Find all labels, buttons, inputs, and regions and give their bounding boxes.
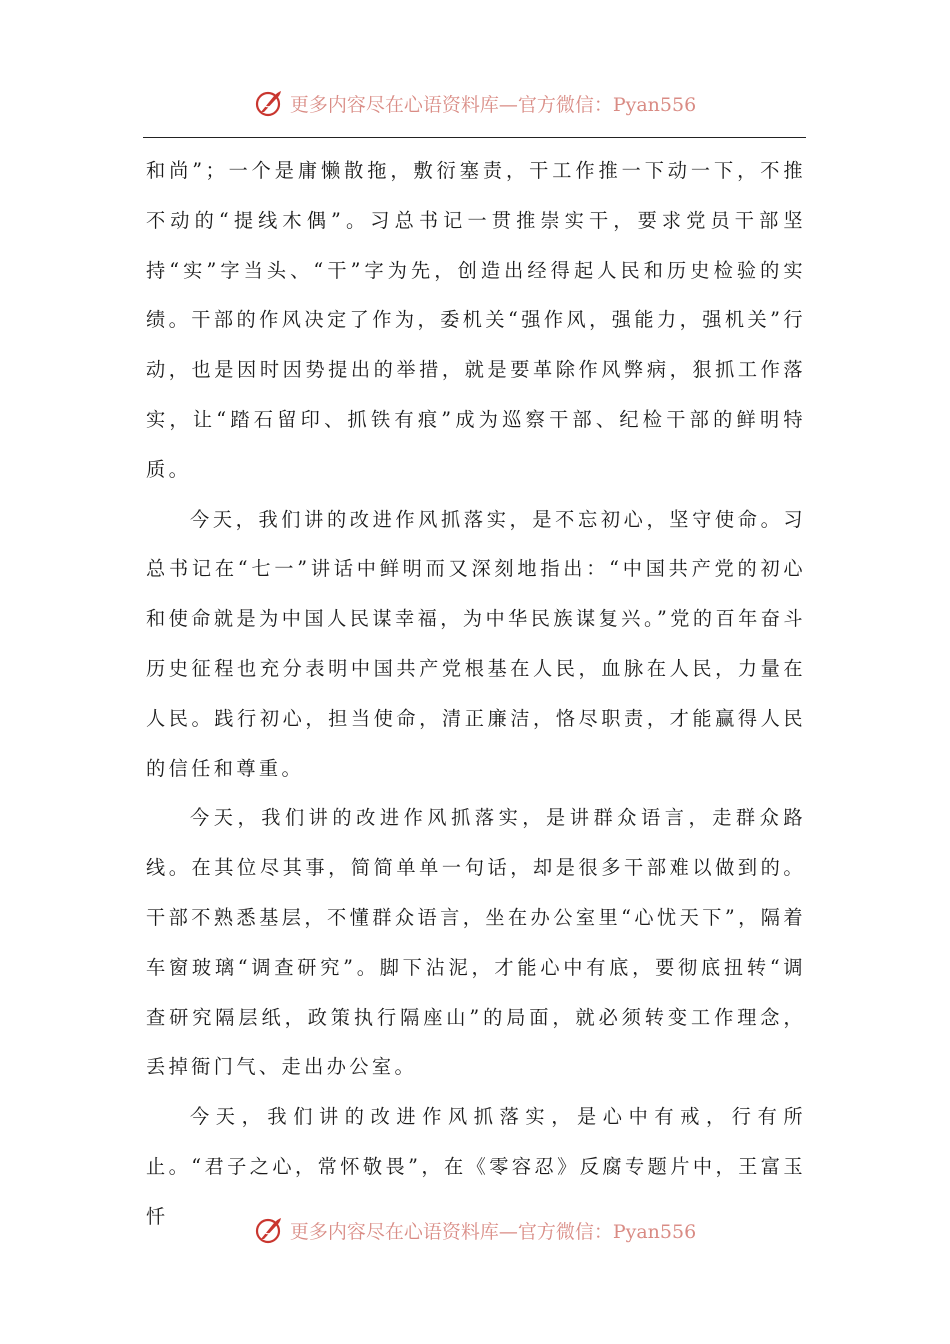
footer-text: 更多内容尽在心语资料库—官方微信：Pyan556	[289, 1220, 697, 1243]
paragraph: 今天，我们讲的改进作风抓落实，是不忘初心，坚守使命。习总书记在“七一”讲话中鲜明而又深刻地指出：“中国共产党的初心和使命就是为中国人民谋幸福，为中华民族谋复兴。”党的百年奋斗历史征程也充分表明中国共产党根基在人民，血脉在人民，力量在人民。践行初心，担当使命，清正廉洁，恪尽职责，才能赢得人民的信任和尊重。	[146, 507, 806, 780]
quill-pen-logo-icon	[254, 88, 284, 118]
quill-pen-logo-icon	[254, 1215, 284, 1245]
page-header-banner	[0, 83, 950, 123]
document-body	[146, 146, 806, 1242]
paragraph: 今天，我们讲的改进作风抓落实，是讲群众语言，走群众路线。在其位尽其事，简简单单一句话，却是很多干部难以做到的。干部不熟悉基层，不懂群众语言，坐在办公室里“心忧天下”，隔着车窗玻璃“调查研究”。脚下沾泥，才能心中有底，要彻底扭转“调查研究隔层纸，政策执行隔座山”的局面，就必须转变工作理念，丢掉衙门气、走出办公室。	[146, 806, 806, 1079]
paragraph: 今天，我们讲的改进作风抓落实，是心中有戒，行有所止。“君子之心，常怀敬畏”，在《零容忍》反腐专题片中，王富玉忏	[146, 1105, 806, 1228]
header-divider	[143, 137, 806, 138]
paragraph-continuation: 和尚”；一个是庸懒散拖，敷衍塞责，干工作推一下动一下，不推不动的“提线木偶”。习总书记一贯推崇实干，要求党员干部坚持“实”字当头、“干”字为先，创造出经得起人民和历史检验的实绩。干部的作风决定了作为，委机关“强作风，强能力，强机关”行动，也是因时因势提出的举措，就是要革除作风弊病，狠抓工作落实，让“踏石留印、抓铁有痕”成为巡察干部、纪检干部的鲜明特质。	[146, 159, 806, 481]
header-text: 更多内容尽在心语资料库—官方微信：Pyan556	[289, 93, 697, 116]
page-footer-banner	[0, 1210, 950, 1250]
